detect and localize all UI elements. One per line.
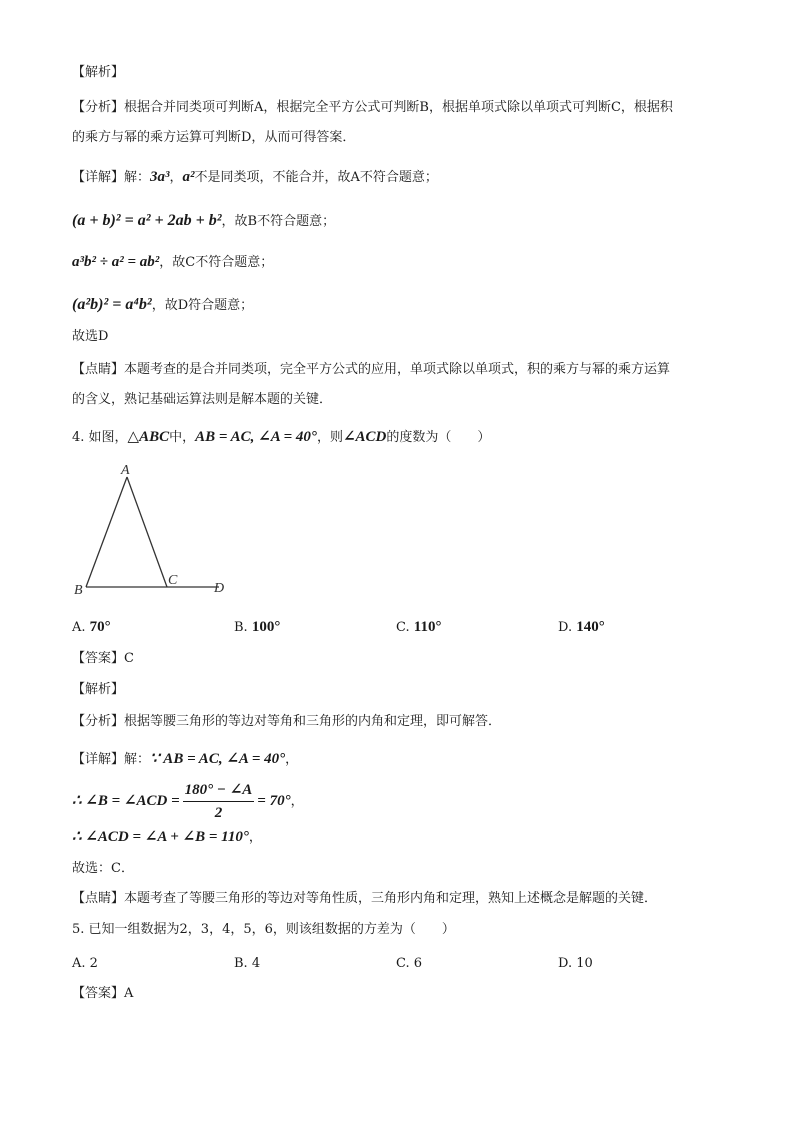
q3-detail-d [72,296,253,315]
q3-detail-prefix: 【详解】解： [72,170,151,185]
triangle-figure [72,460,242,600]
q3-analysis-line1: 【分析】根据合并同类项可判断A，根据完全平方公式可判断B，根据单项式除以单项式可判断C，根据积 [72,100,673,115]
label-b: B [74,583,83,598]
q4-stem-prefix: 4. 如图， [72,430,128,445]
option-letter: D. [558,956,573,971]
option-letter: C. [396,620,410,635]
option-value: 4 [251,956,261,971]
q4-stem-triangle: △ABC [127,429,170,445]
segment-ac [127,477,167,587]
q3-comment-line2: 的含义，熟记基础运算法则是解本题的关键． [72,392,333,407]
q4-option-b [234,618,280,637]
option-letter: A. [72,956,86,971]
option-value: 70° [89,619,111,635]
q5-stem: 5. 已知一组数据为2，3，4，5，6，则该组数据的方差为（ ） [72,922,455,937]
q4-step3-suffix: ， [248,830,262,845]
q4-option-a [72,618,111,637]
q4-stem-suffix: 的度数为（ ） [386,430,491,445]
q4-stem-given: AB = AC, ∠A = 40° [195,429,317,445]
option-letter: B. [234,956,248,971]
q3-jiexi-heading: 【解析】 [72,65,125,80]
q4-comment: 【点睛】本题考查了等腰三角形的等边对等角性质，三角形内角和定理，熟知上述概念是解题的关键． [72,891,658,906]
option-letter: A. [72,620,86,635]
option-letter: D. [558,620,573,635]
q4-step2-suffix: ， [290,794,304,809]
q4-choice: 故选：C． [72,861,134,876]
q3-a-text: 不是同类项，不能合并，故A不符合题意； [194,170,438,185]
q4-answer: 【答案】C [72,651,134,666]
q3-detail-c [72,253,273,272]
option-value: 140° [576,619,605,635]
q3-c-text: ，故C不符合题意； [159,255,274,270]
q4-option-c [396,618,441,637]
q4-stem-angle: ∠ACD [342,429,387,445]
q4-stem-mid2: ，则 [316,430,343,445]
q4-step2-right: = 70° [257,793,291,809]
q3-math-a2: a² [182,169,195,185]
q5-answer: 【答案】A [72,986,134,1001]
q5-option-a [72,955,98,973]
q4-detail-suffix: ， [285,752,299,767]
q4-analysis: 【分析】根据等腰三角形的等边对等角和三角形的内角和定理，即可解答． [72,714,502,729]
q4-stem [72,428,490,447]
q4-detail-prefix: 【详解】解： [72,752,151,767]
segment-ab [86,477,127,587]
label-d: D [214,581,225,596]
q3-detail-b [72,212,335,231]
q3-math-c: a³b² ÷ a² = ab² [72,254,160,270]
q4-detail-math: ∵ AB = AC, ∠A = 40° [150,751,286,767]
q4-stem-mid: 中， [169,430,196,445]
fraction-numerator: 180° − ∠A [183,780,255,802]
q3-sep: ， [169,170,183,185]
q3-detail-a [72,168,438,187]
option-value: 100° [251,619,281,635]
q4-detail-3 [72,828,262,847]
q3-math-3a3: 3a³ [150,169,170,185]
q4-step3-math: ∴ ∠ACD = ∠A + ∠B = 110° [72,829,249,845]
q3-choice: 故选D [72,329,109,344]
option-value: 2 [89,956,98,971]
q5-option-b [234,955,260,973]
q3-math-d: (a²b)² = a⁴b² [72,296,152,313]
q3-analysis-line2: 的乘方与幂的乘方运算可判断D，从而可得答案． [72,130,356,145]
q3-b-text: ，故B不符合题意； [221,214,336,229]
q4-detail-1 [72,750,298,769]
q5-option-c [396,955,422,973]
fraction-denominator: 2 [214,805,223,821]
q5-option-d [558,955,593,973]
q4-detail-2 [72,780,304,823]
option-letter: C. [396,956,410,971]
q4-step2-left: ∴ ∠B = ∠ACD = [72,793,180,809]
option-value: 110° [413,619,442,635]
option-value: 10 [576,956,593,971]
option-letter: B. [234,620,248,635]
label-a: A [121,463,130,478]
q4-step2-fraction [183,780,255,823]
q3-d-text: ，故D符合题意； [151,298,254,313]
q4-option-d [558,618,605,637]
option-value: 6 [413,956,423,971]
q3-math-b: (a + b)² = a² + 2ab + b² [72,212,222,229]
label-c: C [168,573,178,588]
q3-comment-line1: 【点睛】本题考查的是合并同类项，完全平方公式的应用，单项式除以单项式，积的乘方与幂的乘方运算 [72,362,671,377]
q4-jiexi-heading: 【解析】 [72,682,125,697]
